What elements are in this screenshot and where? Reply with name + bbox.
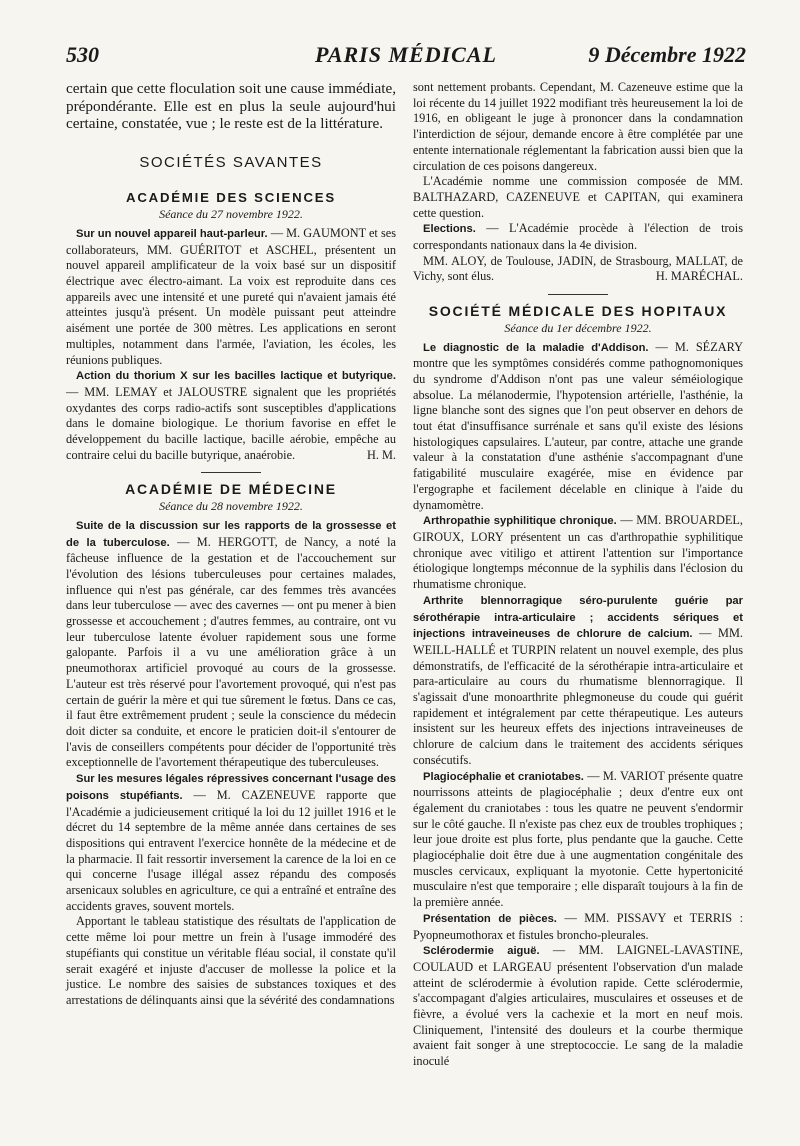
medecine-seance: Séance du 28 novembre 1922. [159, 499, 303, 514]
article-body: — M. CAZENEUVE rapporte que l'Académie a judicieusement critiqué la loi du 12 juillet 1916 et le décret du 14 septembre de la même année dans certaines de ses dispositions qui entravent l'exercice honnête de la médecine et de la pharmacie. Il fait ressortir inversement la carence de la loi en ce qui concerne l'usage illégal assez répandu des composés arsenicaux solubles en agriculture, ce qui a entraîné et entraîne des accidents graves, souvent mortels. [66, 787, 396, 913]
article-body: — L'Académie procède à l'élection de trois correspondants nationaux dans la 4e division. [413, 221, 743, 253]
article-addison [413, 340, 743, 514]
article-body: — MM. LEMAY et JALOUSTRE signalent que les propriétés oxydantes des corps radio-actifs sont susceptibles d'applications dans le domaine biologique. Le thorium favorise en effet le développement du bacille lactique, bacille aérobie, empêche au contraire celui du bacille butyrique, anaérobie. [66, 384, 396, 462]
elections-names: MM. ALOY, de Toulouse, JADIN, de Strasbourg, MALLAT, de Vichy, sont élus. H. MARÉCHAL. [413, 253, 743, 284]
hopitaux-seance: Séance du 1er décembre 1922. [504, 320, 652, 335]
issue-date: 9 Décembre 1922 [588, 42, 746, 67]
article-stupefiants [66, 771, 396, 914]
article-title: Sur les mesures légales répressives concernant [76, 773, 333, 786]
divider [201, 472, 261, 473]
divider [548, 294, 608, 295]
academie-sciences-heading: ACADÉMIE DES SCIENCES [126, 190, 336, 206]
article-body: — MM. BROUARDEL, GIROUX, LORY présentent un cas d'arthropathie syphilitique chronique avec vitiligo et attirent l'attention sur l'importance étiologique longtemps méconnue de la syphilis dans l'éclosion du rhumatisme chronique. [413, 513, 743, 592]
article-arthrite [413, 593, 743, 769]
academie-medecine-heading: ACADÉMIE DE MÉDECINE [125, 481, 337, 498]
section-heading: SOCIÉTÉS SAVANTES [139, 153, 323, 171]
article-plagiocephalie [413, 769, 743, 911]
continuation-paragraph: sont nettement probants. Cependant, M. Cazeneuve estime que la loi récente du 14 juillet 1922 modifiant très heureusement la loi de 1916, en obligeant le juge à prononcer dans la condamnation l'interdiction de séjour, demande encore à être complétée par une entente internationale réglementant la fabrication aussi bien que la circulation de ces poisons dangereux. [413, 80, 743, 173]
article-thorium [66, 368, 396, 463]
article-body: — MM. WEILL-HALLÉ et TURPIN relatent un nouvel exemple, des plus démonstratifs, de l'efficacité de la sérothérapie intra-articulaire et para-articulaire au cours du rhumatisme blennorragique. Il s'agissait d'une monoarthrite phlegmoneuse du coude qui guérit rapidement et intégralement par cette thérapeutique. Les auteurs insistent sur les heureux effets des injections intraveineuses de chlorure de calcium dans le traitement des accidents sériques consécutifs. [413, 626, 743, 767]
article-title: Sur un nouvel appareil haut-parleur. [76, 227, 268, 240]
article-title: Action du thorium X sur les bacilles lactique et butyrique. [76, 370, 396, 383]
page-number: 530 [66, 42, 99, 67]
article-title: Le diagnostic de la maladie d'Addison. [423, 341, 649, 354]
article-body: — M. HERGOTT, de Nancy, a noté la fâcheuse influence de la gestation et de l'accouchement sur l'évolution des lésions tuberculeuses pour certaines malades, influence qui n'est pas générale, car des femmes très avancées dans leur tuberculose — avec des cavernes — ont pu mener à bien grossesse et accouchement ; d'autres femmes, au contraire, ont vu leur tuberculose latente évoluer rapidement sous une forme galopante. Parfois il a vu une amélioration grâce à un pneumothorax artificiel provoqué au cours de la grossesse. L'auteur est très réservé pour l'avortement provoqué, qui n'est pas certain de guérir la mère et qui tue sûrement le fœtus. Dans ce cas, il faut être extrêmement prudent ; seule la conscience du médecin doit dicter sa conduite, et encore le praticien doit-il s'entourer de l'avis de conseillers compétents pour décider de l'opportunité très exceptionnelle de l'avortement thérapeutique des tuberculeuses. [66, 534, 396, 770]
article-body: — M. GAUMONT et ses collaborateurs, MM. GUÉRITOT et ASCHEL, présentent un nouvel appareil amplificateur de la voix basé sur un dispositif électrique avec électro-aimant. La voix est reproduite dans ces appareils avec une intensité et une pureté qui n'avaient jamais été atteintes jusqu'à présent. Un modèle puissant peut atteindre aisément une portée de 300 mètres. Les applications en seront multiples, notamment dans l'armée, l'aviation, les écoles, les réunions publiques. [66, 225, 396, 367]
article-title: Suite de la discussion sur les rapports de la grossesse et de la tuberculose. [66, 519, 396, 549]
article-title: Arthropathie syphilitique chronique. [423, 515, 617, 528]
article-sclerodermie [413, 943, 743, 1070]
article-pieces [413, 911, 743, 943]
page-header [66, 38, 746, 78]
article-body: — M. SÉZARY montre que les symptômes considérés comme pathognomoniques du syndrome d'Addison n'ont pas une valeur séméiologique absolue. La mélanodermie, l'hypotension artérielle, l'asthénie, la ligne blanche sont des signes que l'on peut observer en dehors de tout état d'insuffisance surrénale et sans qu'il existe des lésions histologiques capsulaires. L'auteur, par contre, attache une grande valeur à la constatation d'une asthénie s'accompagnant d'une fatigabilité musculaire exagérée, mise en évidence par l'ergographe et facilement décelable en clinique à l'aide du dynamomètre. [413, 339, 743, 512]
article-body: — M. VARIOT présente quatre nourrissons atteints de plagiocéphalie ; deux d'entre eux ont également du craniotabes : tous les quatre ne peuvent s'endormir sur le côté gauche. Il n'existe pas chez eux de troubles trophiques ; leur joue droite est plus forte, plus pendante que la gauche. Cette plagiocéphalie doit être due à une augmentation congénitale des muscles cervicaux, expliquant la myotonie. Cette hypertonicité musculaire n'est que temporaire ; elle disparaît toujours à la fin de la première année. [413, 768, 743, 910]
article-title-cont: l'usage des poisons stupéfiants. [66, 773, 396, 802]
intro-paragraph: certain que cette floculation soit une cause immédiate, prépondérante. Elle est en plus la seule aujourd'hui certaine, constatée, vue ; le reste est de la littérature. [66, 80, 396, 133]
article-title: Sclérodermie aiguë. [423, 945, 540, 958]
article-title: Présentation de pièces. [423, 912, 557, 925]
right-column [413, 80, 743, 1070]
sciences-seance: Séance du 27 novembre 1922. [159, 207, 303, 222]
article-statistique: Apportant le tableau statistique des résultats de l'application de cette même loi pour mettre un frein à l'usage immodéré des stupéfiants qui constitue un véritable fléau social, il constate qu'il serait exagéré et injuste d'accuser de mollesse la police et la justice. Le nombre des saisies de substances toxiques et des arrestations de délinquants ainsi que la sévérité des condamnations [66, 914, 396, 1007]
signature: H. MARÉCHAL. [655, 269, 743, 284]
article-body: — MM. PISSAVY et TERRIS : Pyopneumothorax et fistules broncho-pleurales. [413, 910, 743, 942]
commission-paragraph: L'Académie nomme une commission composée de MM. BALTHAZARD, CAZENEUVE et CAPITAN, qui examinera cette question. [413, 174, 743, 220]
article-arthropathie [413, 513, 743, 593]
societe-hopitaux-heading: SOCIÉTÉ MÉDICALE DES HOPITAUX [428, 303, 728, 320]
signature: H. M. [366, 447, 396, 462]
elections-paragraph [413, 221, 743, 253]
article-title: Arthrite blennorragique séro-purulente guérie par sérothérapie intra-articulaire ; accidents sériques et injections intraveineuses de chlorure de calcium. [413, 594, 743, 641]
article-grossesse [66, 518, 396, 771]
article-body: — MM. LAIGNEL-LAVASTINE, COULAUD et LARGEAU présentent l'observation d'un malade atteint de sclérodermie à évolution rapide. Cette sclérodermie, s'accompagant d'algies articulaires, musculaires et osseuses et de fièvre, a évolué vers la cachexie et la mort en neuf mois. Cliniquement, l'intensité des douleurs et la courbe thermique avaient fait songer à une streptococcie. Le sang de la maladie inoculé [413, 943, 743, 1069]
article-title: Plagiocéphalie et craniotabes. [423, 770, 584, 783]
left-column [66, 80, 396, 1009]
article-haut-parleur [66, 226, 396, 368]
journal-title: PARIS MÉDICAL [315, 42, 497, 67]
article-title: Elections. [423, 223, 476, 236]
